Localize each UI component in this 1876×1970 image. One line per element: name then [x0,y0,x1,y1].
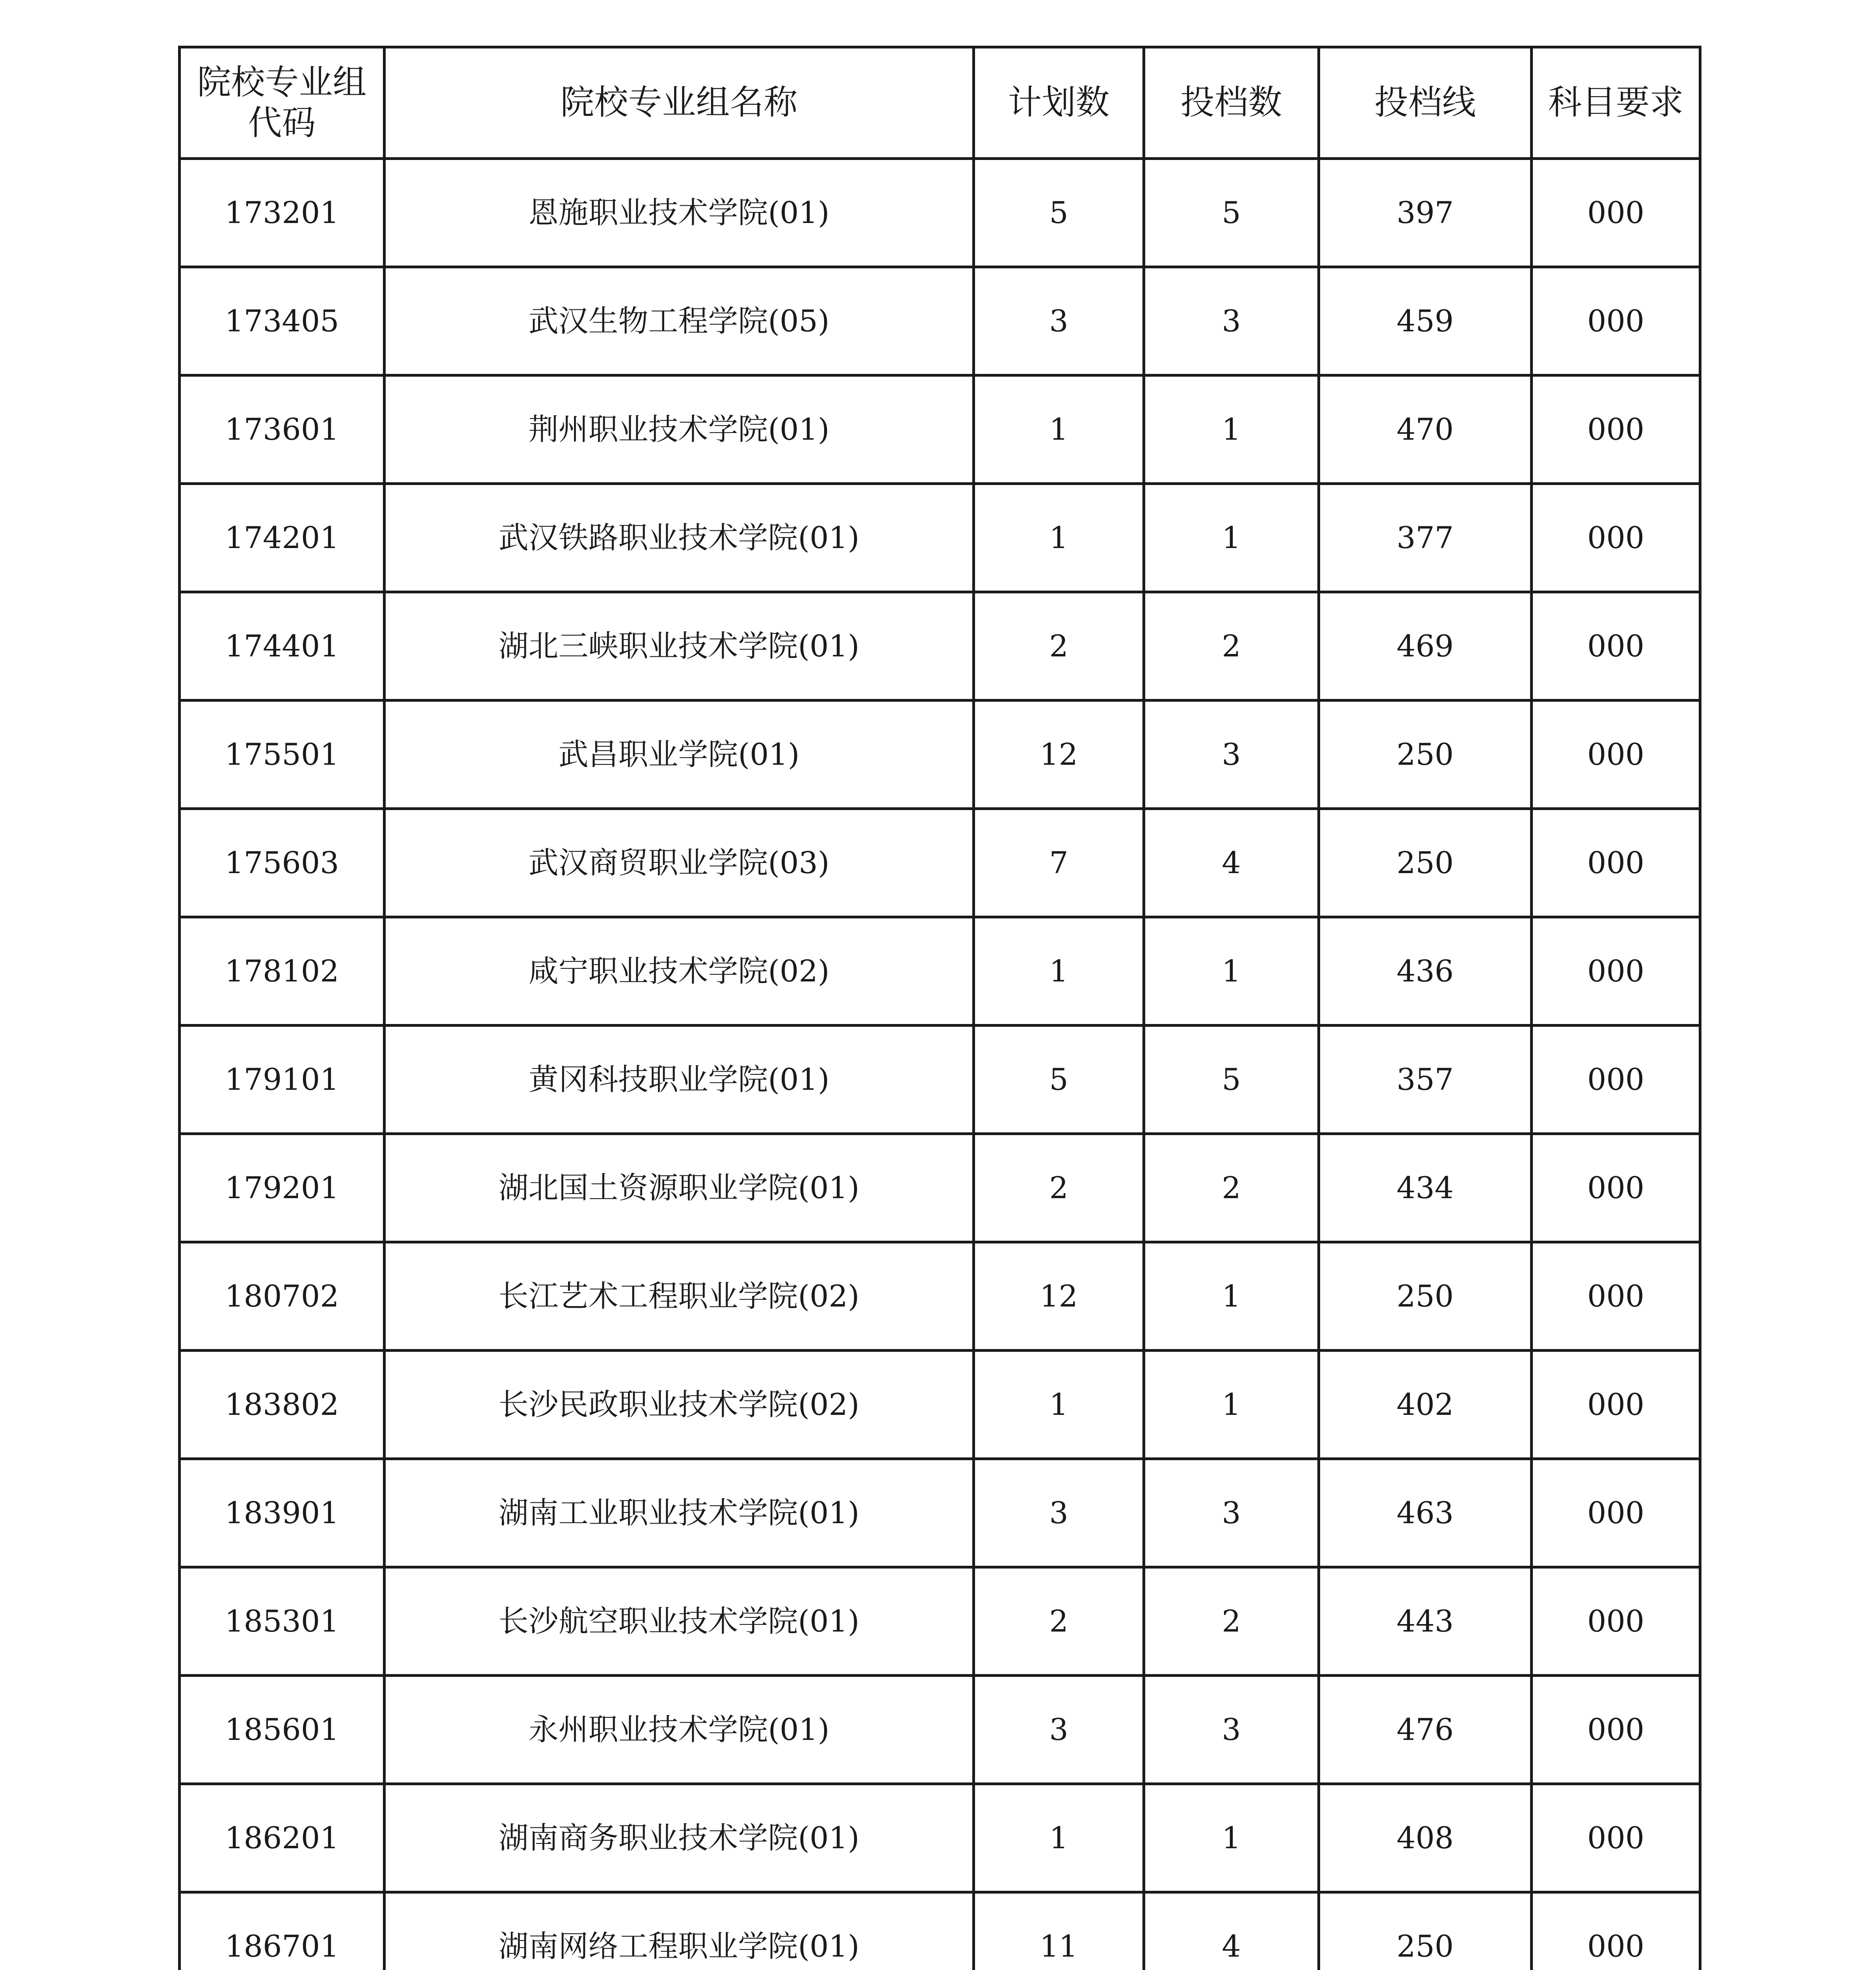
cell-requirement: 000 [1532,592,1700,701]
cell-line: 443 [1319,1567,1532,1676]
cell-name: 黄冈科技职业学院(01) [384,1026,974,1134]
table-row [180,1351,1700,1459]
cell-requirement: 000 [1532,809,1700,917]
cell-plan: 2 [974,1134,1144,1242]
cell-name: 永州职业技术学院(01) [384,1676,974,1784]
header-code: 院校专业组代码 [180,47,384,159]
cell-filed: 4 [1144,809,1319,917]
cell-plan: 1 [974,375,1144,484]
header-line: 投档线 [1319,47,1532,159]
cell-name: 湖南工业职业技术学院(01) [384,1459,974,1567]
cell-code: 179101 [180,1026,384,1134]
cell-line: 402 [1319,1351,1532,1459]
cell-plan: 1 [974,484,1144,592]
cell-plan: 12 [974,701,1144,809]
table-row [180,1784,1700,1892]
cell-requirement: 000 [1532,1567,1700,1676]
cell-requirement: 000 [1532,1892,1700,1970]
header-name: 院校专业组名称 [384,47,974,159]
cell-name: 长江艺术工程职业学院(02) [384,1242,974,1351]
cell-line: 377 [1319,484,1532,592]
cell-requirement: 000 [1532,917,1700,1026]
cell-requirement: 000 [1532,701,1700,809]
cell-code: 173201 [180,159,384,267]
table-row [180,592,1700,701]
cell-filed: 1 [1144,1351,1319,1459]
table-row [180,917,1700,1026]
cell-plan: 12 [974,1242,1144,1351]
cell-filed: 1 [1144,484,1319,592]
cell-filed: 3 [1144,267,1319,375]
header-plan: 计划数 [974,47,1144,159]
table-row [180,375,1700,484]
cell-code: 186701 [180,1892,384,1970]
cell-line: 470 [1319,375,1532,484]
cell-line: 469 [1319,592,1532,701]
cell-name: 长沙航空职业技术学院(01) [384,1567,974,1676]
cell-requirement: 000 [1532,159,1700,267]
cell-code: 174201 [180,484,384,592]
cell-code: 185601 [180,1676,384,1784]
table-row [180,1459,1700,1567]
table-row [180,1134,1700,1242]
table-row [180,1026,1700,1134]
cell-requirement: 000 [1532,1676,1700,1784]
cell-filed: 1 [1144,917,1319,1026]
cell-name: 武昌职业学院(01) [384,701,974,809]
cell-name: 武汉铁路职业技术学院(01) [384,484,974,592]
table-header [180,47,1700,159]
cell-name: 恩施职业技术学院(01) [384,159,974,267]
cell-name: 武汉商贸职业学院(03) [384,809,974,917]
cell-name: 长沙民政职业技术学院(02) [384,1351,974,1459]
table-body [180,159,1700,1970]
cell-line: 436 [1319,917,1532,1026]
admission-table [178,46,1701,1970]
cell-code: 179201 [180,1134,384,1242]
cell-filed: 2 [1144,1134,1319,1242]
cell-plan: 11 [974,1892,1144,1970]
table-row [180,1242,1700,1351]
cell-plan: 5 [974,1026,1144,1134]
cell-filed: 3 [1144,1459,1319,1567]
cell-filed: 1 [1144,1784,1319,1892]
cell-filed: 1 [1144,375,1319,484]
cell-filed: 5 [1144,159,1319,267]
cell-plan: 3 [974,267,1144,375]
cell-requirement: 000 [1532,1459,1700,1567]
cell-line: 397 [1319,159,1532,267]
table-row [180,701,1700,809]
cell-line: 250 [1319,809,1532,917]
cell-filed: 5 [1144,1026,1319,1134]
cell-code: 174401 [180,592,384,701]
cell-name: 湖南网络工程职业学院(01) [384,1892,974,1970]
table-row [180,809,1700,917]
cell-line: 476 [1319,1676,1532,1784]
table-row [180,484,1700,592]
cell-line: 250 [1319,701,1532,809]
cell-line: 463 [1319,1459,1532,1567]
cell-requirement: 000 [1532,1242,1700,1351]
cell-plan: 1 [974,917,1144,1026]
cell-plan: 1 [974,1784,1144,1892]
table-row [180,1892,1700,1970]
cell-requirement: 000 [1532,1134,1700,1242]
cell-line: 357 [1319,1026,1532,1134]
table-row [180,159,1700,267]
cell-filed: 3 [1144,1676,1319,1784]
cell-code: 175501 [180,701,384,809]
cell-requirement: 000 [1532,1351,1700,1459]
cell-name: 荆州职业技术学院(01) [384,375,974,484]
cell-line: 459 [1319,267,1532,375]
cell-code: 183802 [180,1351,384,1459]
cell-name: 武汉生物工程学院(05) [384,267,974,375]
cell-plan: 2 [974,592,1144,701]
table-row [180,1676,1700,1784]
table-row [180,1567,1700,1676]
cell-code: 175603 [180,809,384,917]
cell-plan: 3 [974,1676,1144,1784]
cell-code: 183901 [180,1459,384,1567]
cell-name: 湖北国土资源职业学院(01) [384,1134,974,1242]
cell-code: 186201 [180,1784,384,1892]
cell-filed: 3 [1144,701,1319,809]
cell-plan: 2 [974,1567,1144,1676]
cell-name: 咸宁职业技术学院(02) [384,917,974,1026]
cell-line: 250 [1319,1242,1532,1351]
cell-code: 185301 [180,1567,384,1676]
cell-plan: 1 [974,1351,1144,1459]
header-requirement: 科目要求 [1532,47,1700,159]
cell-plan: 5 [974,159,1144,267]
cell-filed: 2 [1144,1567,1319,1676]
cell-filed: 2 [1144,592,1319,701]
cell-name: 湖南商务职业技术学院(01) [384,1784,974,1892]
cell-requirement: 000 [1532,1026,1700,1134]
cell-code: 180702 [180,1242,384,1351]
cell-code: 173405 [180,267,384,375]
header-row [180,47,1700,159]
cell-line: 434 [1319,1134,1532,1242]
cell-code: 173601 [180,375,384,484]
cell-requirement: 000 [1532,267,1700,375]
cell-requirement: 000 [1532,1784,1700,1892]
cell-line: 408 [1319,1784,1532,1892]
cell-filed: 4 [1144,1892,1319,1970]
cell-plan: 3 [974,1459,1144,1567]
cell-line: 250 [1319,1892,1532,1970]
cell-requirement: 000 [1532,375,1700,484]
header-filed: 投档数 [1144,47,1319,159]
cell-requirement: 000 [1532,484,1700,592]
cell-name: 湖北三峡职业技术学院(01) [384,592,974,701]
cell-plan: 7 [974,809,1144,917]
cell-code: 178102 [180,917,384,1026]
cell-filed: 1 [1144,1242,1319,1351]
table-row [180,267,1700,375]
